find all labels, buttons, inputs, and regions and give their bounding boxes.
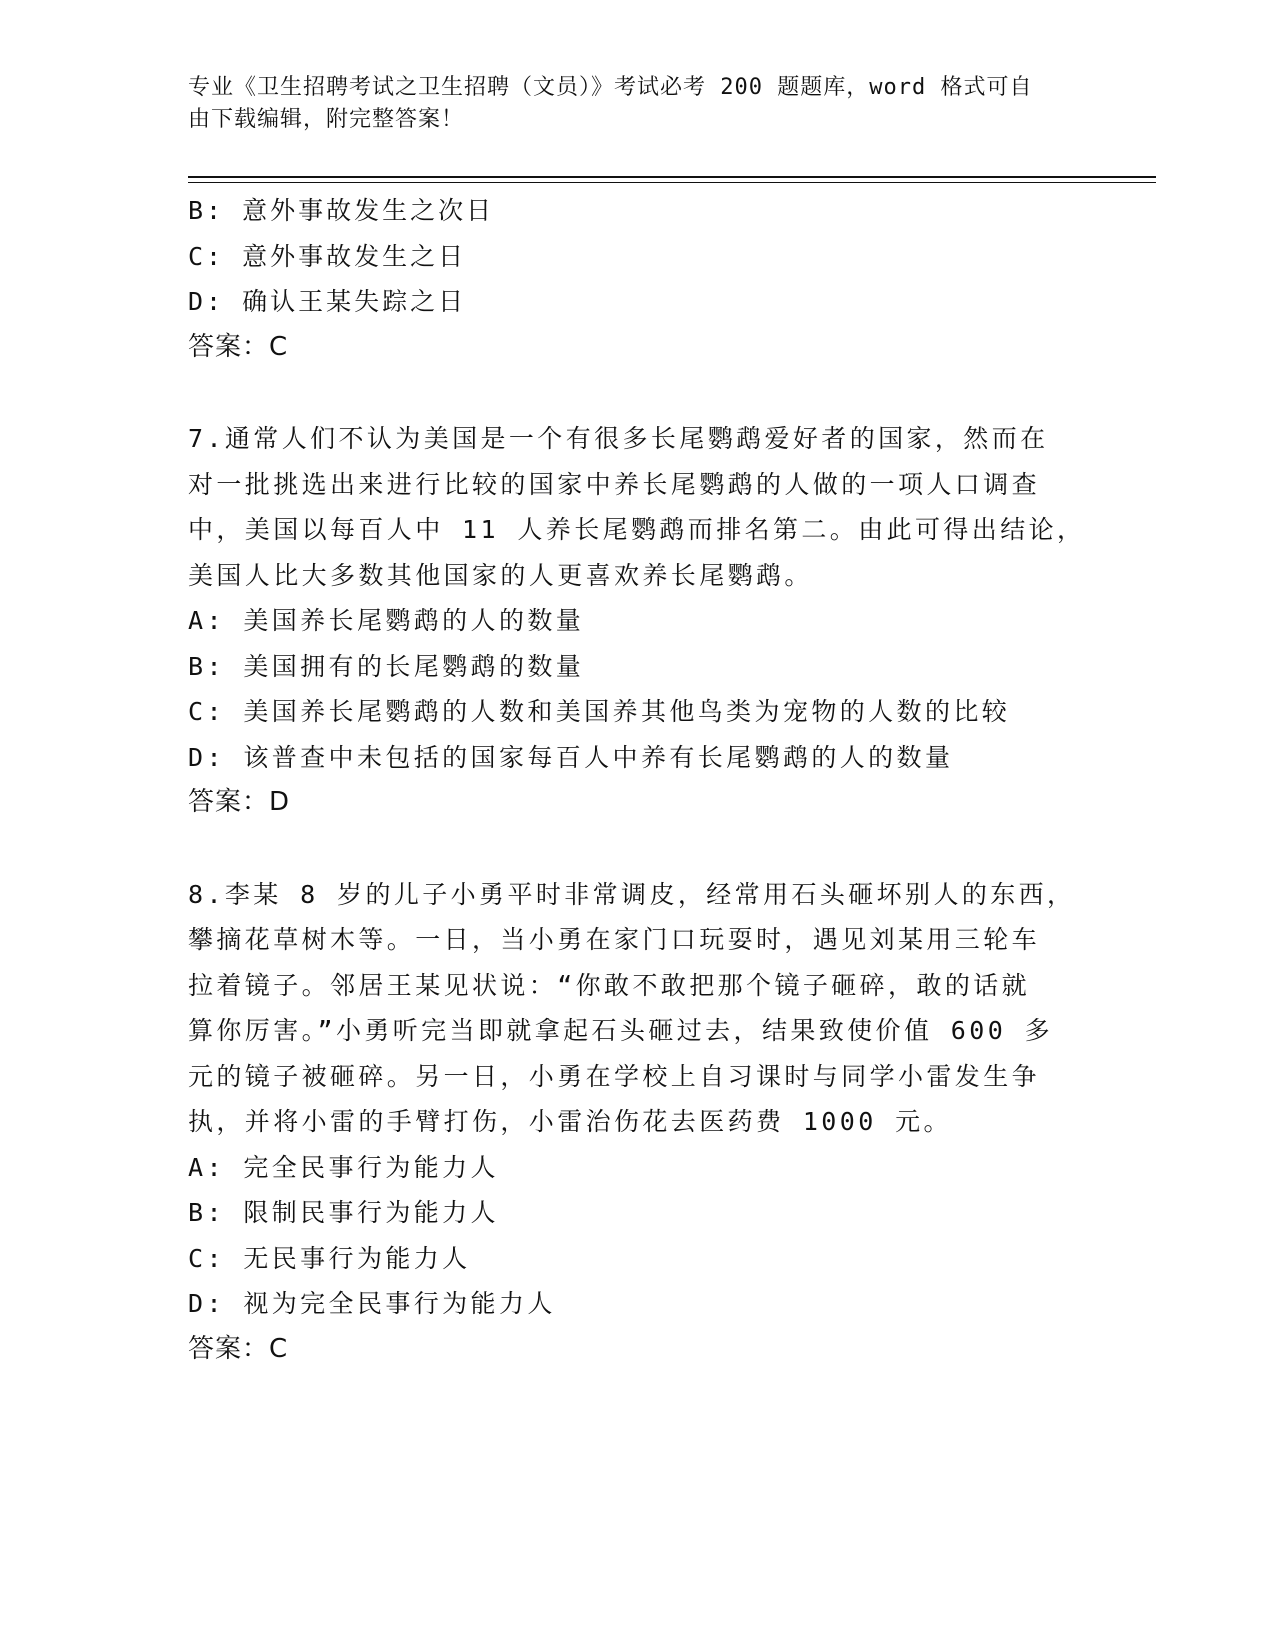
question-block-prev xyxy=(188,188,1068,370)
document-content xyxy=(188,188,1086,1372)
option-d: D: 确认王某失踪之日 xyxy=(188,287,467,316)
header-title-line-1: 专业《卫生招聘考试之卫生招聘（文员）》考试必考 200 题题库，word 格式可自 xyxy=(188,75,1033,100)
answer-line: 答案：D xyxy=(188,787,291,817)
header-rule-thin xyxy=(188,182,1156,183)
question-stem-line: 美国人比大多数其他国家的人更喜欢养长尾鹦鹉。 xyxy=(188,560,813,590)
option-d: D: 视为完全民事行为能力人 xyxy=(188,1289,556,1318)
question-stem-line: 执，并将小雷的手臂打伤，小雷治伤花去医药费 1000 元。 xyxy=(188,1107,952,1136)
question-stem-line: 算你厉害。”小勇听完当即就拿起石头砸过去，结果致使价值 600 多 xyxy=(188,1016,1054,1045)
question-stem-line: 元的镜子被砸碎。另一日，小勇在学校上自习课时与同学小雷发生争 xyxy=(188,1061,1041,1091)
question-8 xyxy=(188,872,1076,1373)
option-b: B: 意外事故发生之次日 xyxy=(188,196,495,225)
question-stem-line: 对一批挑选出来进行比较的国家中养长尾鹦鹉的人做的一项人口调查 xyxy=(188,469,1041,499)
option-c: C: 无民事行为能力人 xyxy=(188,1243,471,1273)
question-stem-line: 拉着镜子。邻居王某见状说：“你敢不敢把那个镜子砸碎，敢的话就 xyxy=(188,970,1031,1000)
option-b: B: 美国拥有的长尾鹦鹉的数量 xyxy=(188,651,585,681)
question-7 xyxy=(188,416,1086,826)
spacer xyxy=(188,370,1068,416)
document-header xyxy=(188,72,1068,136)
option-c: C: 意外事故发生之日 xyxy=(188,241,467,271)
spacer xyxy=(188,826,1068,872)
question-stem-line: 7.通常人们不认为美国是一个有很多长尾鹦鹉爱好者的国家，然而在 xyxy=(188,424,1049,453)
option-c: C: 美国养长尾鹦鹉的人数和美国养其他鸟类为宠物的人数的比较 xyxy=(188,697,1011,726)
option-a: A: 美国养长尾鹦鹉的人的数量 xyxy=(188,606,585,635)
option-d: D: 该普查中未包括的国家每百人中养有长尾鹦鹉的人的数量 xyxy=(188,742,954,772)
answer-line: 答案：C xyxy=(188,1333,289,1364)
header-title-line-2: 由下载编辑，附完整答案！ xyxy=(188,107,465,132)
question-stem-line: 攀摘花草树木等。一日，当小勇在家门口玩耍时，遇见刘某用三轮车 xyxy=(188,925,1041,954)
option-a: A: 完全民事行为能力人 xyxy=(188,1152,499,1182)
question-stem-line: 中，美国以每百人中 11 人养长尾鹦鹉而排名第二。由此可得出结论， xyxy=(188,515,1086,544)
answer-line: 答案：C xyxy=(188,331,289,362)
header-rule-thick xyxy=(188,176,1156,178)
option-b: B: 限制民事行为能力人 xyxy=(188,1198,499,1227)
question-stem-line: 8.李某 8 岁的儿子小勇平时非常调皮，经常用石头砸坏别人的东西， xyxy=(188,879,1076,909)
